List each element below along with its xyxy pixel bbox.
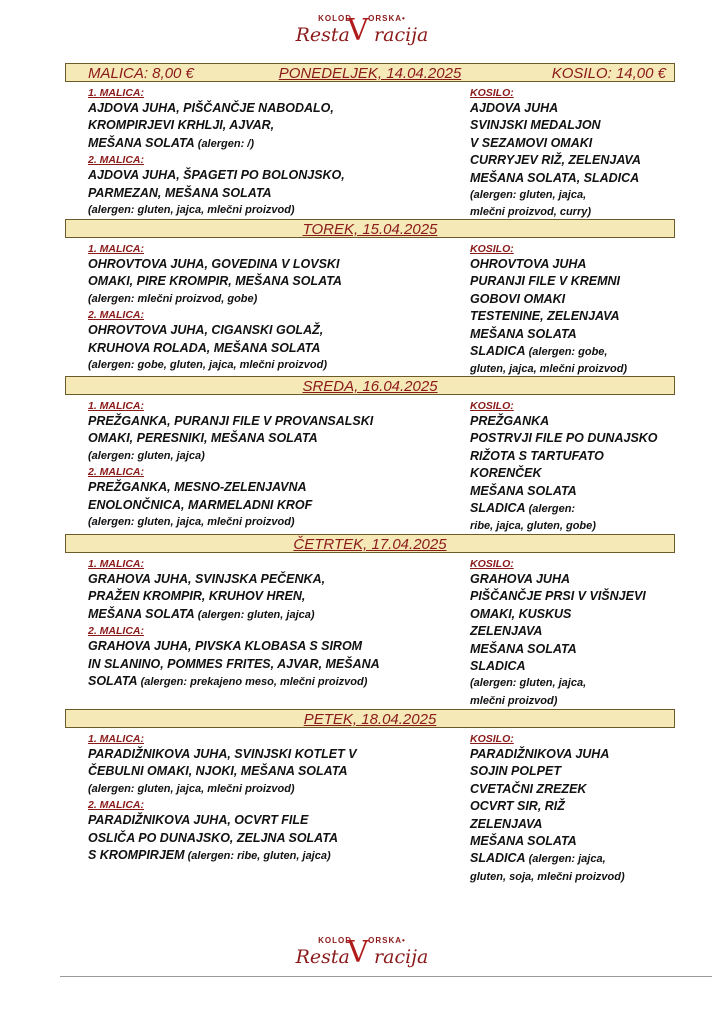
dish-text: OSLIČA PO DUNAJSKO, ZELJNA SOLATA	[88, 830, 339, 845]
dish-text: SLADICA	[470, 344, 526, 359]
dish-line	[88, 117, 460, 134]
dish-text: MEŠANA SOLATA	[470, 641, 577, 656]
kosilo-column	[470, 732, 700, 886]
dish-text: ENOLONČNICA, MARMELADNI KROF	[88, 497, 313, 512]
allergen-note: (alergen: gluten, jajca)	[194, 608, 315, 621]
day-header	[65, 63, 675, 82]
meal-label: 2. MALICA:	[88, 309, 144, 322]
allergen-note: (alergen: gluten, jajca)	[88, 449, 205, 462]
allergen-note: (alergen: /)	[194, 137, 255, 150]
restaurant-logo-top: KOLOD ORSKA• Resta racija V	[295, 13, 429, 48]
logo-v-mark: V	[347, 935, 369, 970]
kosilo-column	[470, 557, 700, 710]
dish-line	[470, 256, 700, 273]
meal-label: 1. MALICA:	[88, 243, 144, 255]
dish-text: OMAKI, PERESNIKI, MEŠANA SOLATA	[88, 431, 318, 446]
allergen-note: (alergen: ribe, gluten, jajca)	[184, 850, 331, 863]
meal-label: 1. MALICA:	[88, 400, 144, 412]
day-title: PONEDELJEK, 14.04.2025	[278, 65, 462, 82]
logo-small-text-right: ORSKA	[368, 14, 403, 23]
dish-text: SOJIN POLPET	[470, 764, 561, 779]
dish-line	[88, 256, 460, 273]
dish-line	[470, 833, 700, 850]
dish-text: MEŠANA SOLATA	[88, 606, 195, 621]
dish-line	[88, 673, 460, 691]
meal-label: 1. MALICA:	[88, 87, 144, 99]
allergen-note: (alergen: gluten, jajca,	[470, 677, 587, 690]
dish-text: GRAHOVA JUHA	[470, 572, 571, 586]
dish-text: PARMEZAN, MEŠANA SOLATA	[88, 185, 272, 200]
dish-text: MEŠANA SOLATA	[470, 483, 577, 498]
dish-text: PARADIŽNIKOVA JUHA	[470, 747, 610, 761]
dish-text: PRAŽEN KROMPIR, KRUHOV HREN,	[88, 589, 306, 604]
dish-line	[470, 465, 700, 482]
logo-text-right: racija	[374, 946, 429, 968]
dish-text: AJDOVA JUHA	[470, 101, 559, 115]
dish-line	[470, 500, 700, 518]
meal-label: 2. MALICA:	[88, 799, 144, 812]
dish-line	[88, 497, 460, 514]
dish-line	[470, 781, 700, 798]
dish-text: OCVRT SIR, RIŽ	[470, 799, 565, 814]
allergen-note: mlečni proizvod)	[470, 694, 558, 707]
logo-v-mark: V	[347, 13, 369, 48]
dish-text: CURRYJEV RIŽ, ZELENJAVA	[470, 153, 641, 168]
dish-text: ČEBULNI OMAKI, NJOKI, MEŠANA SOLATA	[88, 764, 348, 779]
dish-text: SLADICA	[470, 851, 526, 866]
dish-text: OHROVTOVA JUHA	[470, 257, 587, 271]
allergen-note: ribe, jajca, gluten, gobe)	[470, 520, 596, 533]
dish-line	[88, 588, 460, 605]
dish-text: SVINJSKI MEDALJON	[470, 118, 601, 133]
dish-text: S KROMPIRJEM	[88, 848, 185, 863]
dish-text: GRAHOVA JUHA, SVINJSKA PEČENKA,	[88, 572, 326, 586]
allergen-note: (alergen: gluten, jajca, mlečni proizvod)	[88, 204, 295, 217]
dish-line	[470, 308, 700, 325]
kosilo-column	[470, 86, 700, 222]
dish-line	[88, 100, 460, 117]
dish-line	[88, 812, 460, 829]
allergen-note: mlečni proizvod, curry)	[470, 206, 592, 219]
dish-line	[470, 326, 700, 343]
dish-line	[470, 117, 700, 134]
day-title: ČETRTEK, 17.04.2025	[293, 536, 447, 553]
dish-text: ZELENJAVA	[470, 624, 543, 639]
dish-line	[470, 100, 700, 117]
dish-text: ZELENJAVA	[470, 816, 543, 831]
dish-line	[470, 850, 700, 868]
dish-text: OMAKI, KUSKUS	[470, 606, 572, 621]
meal-label: 1. MALICA:	[88, 733, 144, 745]
dish-line	[470, 623, 700, 640]
meal-label: KOSILO:	[470, 558, 514, 570]
meal-label: KOSILO:	[470, 733, 514, 745]
dish-line	[88, 273, 460, 290]
allergen-note: (alergen: jajca,	[525, 853, 606, 866]
malica-column	[88, 732, 460, 865]
day-header	[65, 376, 675, 395]
dish-line	[470, 816, 700, 833]
allergen-note: (alergen: gobe,	[525, 346, 608, 359]
restaurant-logo-bottom: KOLOD ORSKA• Resta racija V	[295, 935, 429, 970]
dish-text: OHROVTOVA JUHA, GOVEDINA V LOVSKI	[88, 257, 340, 271]
malica-column	[88, 399, 460, 531]
logo-small-text-left: KOLOD	[318, 936, 353, 945]
meal-label: 2. MALICA:	[88, 154, 144, 167]
dish-text: MEŠANA SOLATA	[470, 834, 577, 849]
dish-line	[470, 606, 700, 623]
dish-text: KORENČEK	[470, 466, 542, 481]
dish-line	[88, 185, 460, 202]
day-title: SREDA, 16.04.2025	[302, 378, 438, 395]
logo-small-text-right: ORSKA	[368, 936, 403, 945]
dish-text: KRUHOVA ROLADA, MEŠANA SOLATA	[88, 340, 321, 355]
dish-line	[470, 571, 700, 588]
dish-line	[470, 483, 700, 500]
meal-label: KOSILO:	[470, 243, 514, 255]
malica-price: MALICA: 8,00 €	[88, 65, 194, 82]
dish-text: RIŽOTA S TARTUFATO	[470, 448, 604, 463]
dish-text: MEŠANA SOLATA	[88, 135, 195, 150]
dish-line	[88, 413, 460, 430]
dish-line	[470, 291, 700, 308]
dish-text: PARADIŽNIKOVA JUHA, SVINJSKI KOTLET V	[88, 747, 357, 761]
dish-line	[470, 170, 700, 187]
dish-line	[470, 448, 700, 465]
malica-column	[88, 242, 460, 374]
dish-line	[470, 798, 700, 815]
dish-text: PREŽGANKA	[470, 414, 550, 428]
dish-line	[470, 763, 700, 780]
dish-line	[88, 571, 460, 588]
day-header	[65, 534, 675, 553]
dish-text: IN SLANINO, POMMES FRITES, AJVAR, MEŠANA	[88, 656, 380, 671]
dish-line	[88, 746, 460, 763]
dish-line	[470, 135, 700, 152]
dish-text: GOBOVI OMAKI	[470, 291, 566, 306]
malica-column	[88, 86, 460, 219]
dish-text: OHROVTOVA JUHA, CIGANSKI GOLAŽ,	[88, 323, 324, 338]
dish-text: SLADICA	[470, 659, 526, 674]
dish-line	[88, 322, 460, 339]
meal-label: 2. MALICA:	[88, 466, 144, 479]
dish-text: PURANJI FILE V KREMNI	[470, 274, 621, 289]
kosilo-column	[470, 399, 700, 536]
dish-text: MEŠANA SOLATA, SLADICA	[470, 170, 640, 185]
allergen-note: (alergen: gluten, jajca, mlečni proizvod)	[88, 782, 295, 795]
dish-line	[88, 606, 460, 624]
dish-line	[88, 167, 460, 184]
dish-line	[88, 638, 460, 655]
dish-line	[88, 656, 460, 673]
dish-text: PIŠČANČJE PRSI V VIŠNJEVI	[470, 589, 646, 604]
dish-line	[88, 479, 460, 496]
dish-line	[470, 273, 700, 290]
dish-line	[470, 658, 700, 675]
dish-text: CVETAČNI ZREZEK	[470, 781, 587, 796]
dish-text: PREŽGANKA, MESNO-ZELENJAVNA	[88, 480, 307, 495]
dish-line	[88, 830, 460, 847]
dish-line	[470, 641, 700, 658]
day-title: PETEK, 18.04.2025	[303, 711, 437, 728]
dish-text: AJDOVA JUHA, PIŠČANČJE NABODALO,	[88, 101, 334, 115]
dish-text: KROMPIRJEVI KRHLJI, AJVAR,	[88, 118, 275, 133]
footer-divider	[60, 976, 712, 977]
dish-line	[470, 588, 700, 605]
allergen-note: (alergen: gluten, jajca,	[470, 189, 587, 202]
allergen-note: (alergen:	[525, 503, 576, 516]
dish-line	[470, 413, 700, 430]
day-header	[65, 709, 675, 728]
day-title: TOREK, 15.04.2025	[302, 221, 438, 238]
dish-line	[470, 152, 700, 169]
dish-text: AJDOVA JUHA, ŠPAGETI PO BOLONJSKO,	[88, 168, 345, 183]
logo-text-left: Resta	[295, 24, 350, 46]
dish-line	[470, 343, 700, 361]
dish-text: V SEZAMOVI OMAKI	[470, 135, 593, 150]
kosilo-column	[470, 242, 700, 379]
dish-text: PARADIŽNIKOVA JUHA, OCVRT FILE	[88, 813, 309, 828]
dish-text: SLADICA	[470, 501, 526, 516]
dish-text: PREŽGANKA, PURANJI FILE V PROVANSALSKI	[88, 414, 374, 428]
kosilo-price: KOSILO: 14,00 €	[551, 65, 666, 82]
logo-text-left: Resta	[295, 946, 350, 968]
dish-line	[88, 135, 460, 153]
allergen-note: (alergen: gobe, gluten, jajca, mlečni proizvod)	[88, 359, 327, 372]
meal-label: KOSILO:	[470, 87, 514, 99]
day-header	[65, 219, 675, 238]
dish-text: GRAHOVA JUHA, PIVSKA KLOBASA S SIROM	[88, 639, 363, 654]
dish-line	[470, 746, 700, 763]
dish-text: TESTENINE, ZELENJAVA	[470, 309, 620, 324]
meal-label: 1. MALICA:	[88, 558, 144, 570]
dish-text: OMAKI, PIRE KROMPIR, MEŠANA SOLATA	[88, 274, 342, 289]
dish-text: POSTRVJI FILE PO DUNAJSKO	[470, 431, 658, 446]
meal-label: KOSILO:	[470, 400, 514, 412]
meal-label: 2. MALICA:	[88, 625, 144, 638]
logo-small-text-left: KOLOD	[318, 14, 353, 23]
allergen-note: (alergen: prekajeno meso, mlečni proizvod)	[137, 676, 368, 689]
dish-line	[88, 430, 460, 447]
allergen-note: gluten, soja, mlečni proizvod)	[470, 870, 625, 883]
dish-line	[88, 847, 460, 865]
dish-line	[470, 430, 700, 447]
allergen-note: (alergen: mlečni proizvod, gobe)	[88, 292, 258, 305]
malica-column	[88, 557, 460, 691]
allergen-note: gluten, jajca, mlečni proizvod)	[470, 363, 628, 376]
dish-line	[88, 763, 460, 780]
dish-line	[88, 340, 460, 357]
dish-text: SOLATA	[88, 674, 138, 689]
allergen-note: (alergen: gluten, jajca, mlečni proizvod)	[88, 516, 295, 529]
dish-text: MEŠANA SOLATA	[470, 326, 577, 341]
logo-text-right: racija	[374, 24, 429, 46]
